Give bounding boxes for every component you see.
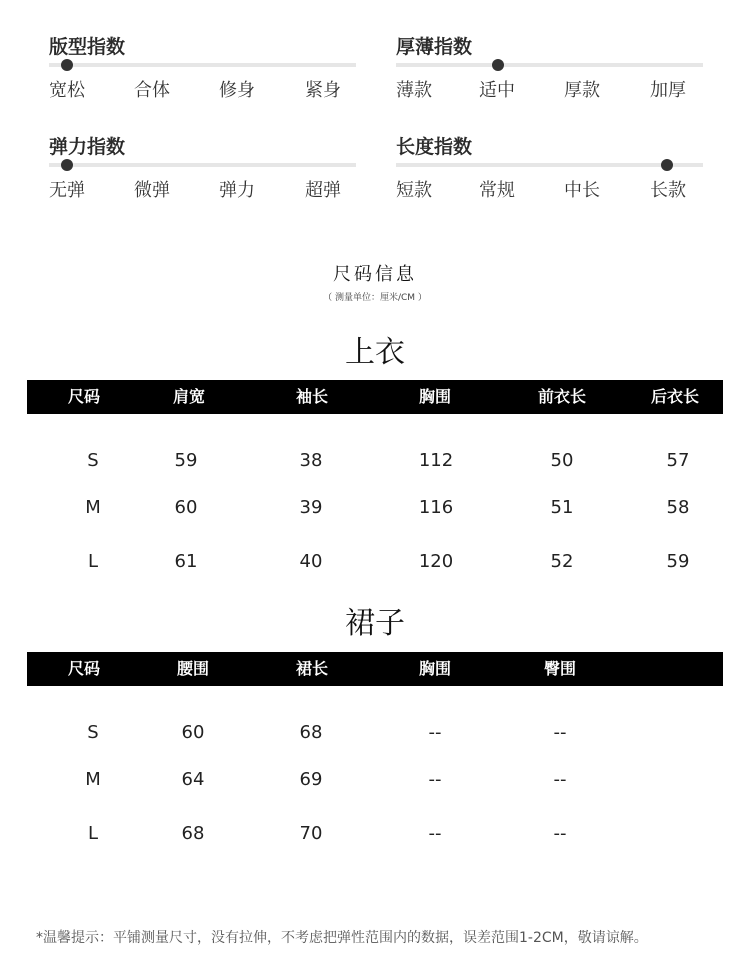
top-col-header: 胸围 <box>418 387 452 406</box>
table-cell: 120 <box>418 551 454 572</box>
length-index-option: 长款 <box>650 180 686 201</box>
table-cell: 52 <box>550 551 574 572</box>
fit-index-marker <box>61 59 73 71</box>
fit-index-track <box>49 63 356 67</box>
table-cell: 58 <box>666 497 690 518</box>
top-col-header: 后衣长 <box>650 387 700 406</box>
table-cell: 116 <box>418 497 454 518</box>
skirt-col-header: 胸围 <box>418 659 452 678</box>
table-row <box>0 447 750 475</box>
fit-index-title: 版型指数 <box>49 36 126 58</box>
table-cell: 112 <box>418 450 454 471</box>
top-col-header: 肩宽 <box>172 387 206 406</box>
table-cell: -- <box>428 823 442 844</box>
table-cell: -- <box>553 823 567 844</box>
size-info-title: 尺码信息 <box>333 264 417 285</box>
table-row <box>0 548 750 576</box>
table-cell: S <box>87 450 99 471</box>
table-cell: 39 <box>299 497 323 518</box>
stretch-index-marker <box>61 159 73 171</box>
table-cell: 70 <box>299 823 323 844</box>
stretch-index-option: 无弹 <box>49 180 85 201</box>
stretch-index-option: 微弹 <box>134 180 170 201</box>
table-cell: -- <box>428 769 442 790</box>
table-row <box>0 494 750 522</box>
stretch-index-option: 超弹 <box>305 180 341 201</box>
table-cell: 50 <box>550 450 574 471</box>
length-index-option: 常规 <box>479 180 515 201</box>
table-cell: 38 <box>299 450 323 471</box>
stretch-index-option: 弹力 <box>219 180 255 201</box>
length-index-marker <box>661 159 673 171</box>
measurement-note: *温馨提示：平铺测量尺寸，没有拉伸，不考虑把弹性范围内的数据，误差范围1-2CM，敬请谅解。 <box>36 930 648 946</box>
top-col-header: 袖长 <box>295 387 329 406</box>
table-cell: S <box>87 722 99 743</box>
stretch-index-track <box>49 163 356 167</box>
skirt-col-header: 裙长 <box>295 659 329 678</box>
table-cell: L <box>87 551 99 572</box>
fit-index-option: 紧身 <box>305 80 341 101</box>
top-table-header <box>27 380 723 414</box>
table-cell: 68 <box>299 722 323 743</box>
table-cell: 59 <box>174 450 198 471</box>
fit-index-option: 修身 <box>219 80 255 101</box>
thickness-index-title: 厚薄指数 <box>396 36 473 58</box>
table-cell: -- <box>553 769 567 790</box>
table-cell: M <box>85 769 101 790</box>
top-col-header: 尺码 <box>67 387 101 406</box>
skirt-col-header: 腰围 <box>176 659 210 678</box>
table-cell: 59 <box>666 551 690 572</box>
table-cell: -- <box>553 722 567 743</box>
skirt-col-header: 臀围 <box>543 659 577 678</box>
skirt-col-header: 尺码 <box>67 659 101 678</box>
thickness-index-option: 薄款 <box>396 80 432 101</box>
table-cell: -- <box>428 722 442 743</box>
table-cell: 69 <box>299 769 323 790</box>
table-cell: 61 <box>174 551 198 572</box>
table-cell: M <box>85 497 101 518</box>
table-cell: 64 <box>181 769 205 790</box>
table-cell: L <box>87 823 99 844</box>
thickness-index-option: 加厚 <box>650 80 686 101</box>
thickness-index-marker <box>492 59 504 71</box>
fit-index-option: 合体 <box>134 80 170 101</box>
table-cell: 57 <box>666 450 690 471</box>
skirt-table-header <box>27 652 723 686</box>
table-row <box>0 766 750 794</box>
table-cell: 60 <box>181 722 205 743</box>
length-index-option: 中长 <box>564 180 600 201</box>
length-index-track <box>396 163 703 167</box>
table-cell: 60 <box>174 497 198 518</box>
stretch-index-title: 弹力指数 <box>49 136 126 158</box>
size-info-unit: （ 测量单位：厘米/CM ） <box>323 293 427 303</box>
length-index-title: 长度指数 <box>396 136 473 158</box>
thickness-index-option: 适中 <box>479 80 515 101</box>
table-cell: 51 <box>550 497 574 518</box>
thickness-index-track <box>396 63 703 67</box>
top-section-title: 上衣 <box>345 335 405 370</box>
table-row <box>0 820 750 848</box>
skirt-section-title: 裙子 <box>345 606 405 641</box>
top-col-header: 前衣长 <box>537 387 587 406</box>
table-row <box>0 719 750 747</box>
thickness-index-option: 厚款 <box>564 80 600 101</box>
length-index-option: 短款 <box>396 180 432 201</box>
table-cell: 68 <box>181 823 205 844</box>
fit-index-option: 宽松 <box>49 80 85 101</box>
table-cell: 40 <box>299 551 323 572</box>
